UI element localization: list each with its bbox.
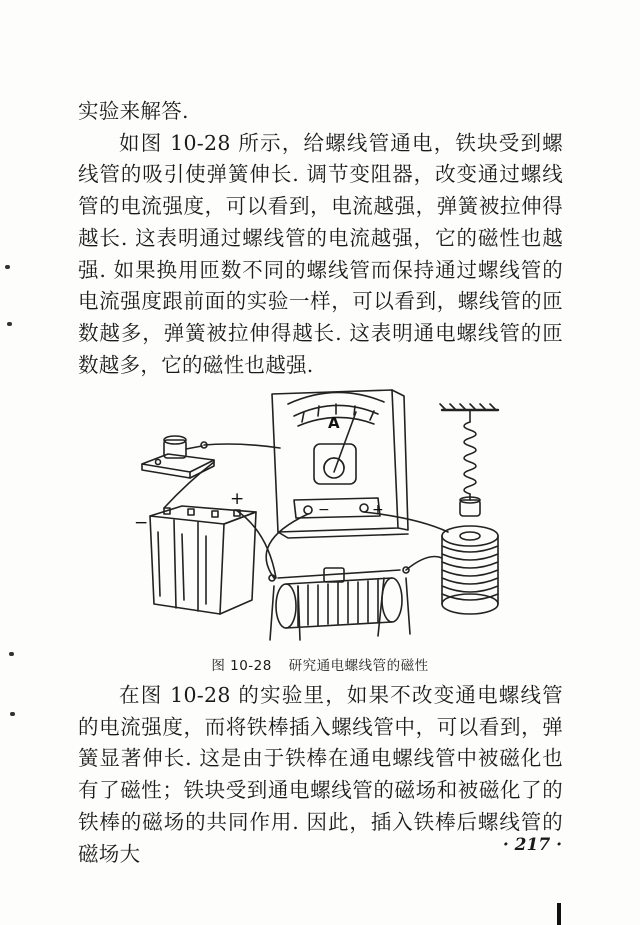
paragraph-continuation: 实验来解答. <box>78 99 189 123</box>
page-number: · 217 · <box>502 835 562 855</box>
figure-10-28 <box>128 382 526 644</box>
text-bottom <box>78 680 563 870</box>
ammeter-minus-label: − <box>318 502 330 518</box>
text-top <box>78 96 563 381</box>
knife-switch <box>142 436 214 478</box>
figure-number: 图 10-28 <box>211 658 272 674</box>
paragraph-solenoid-experiment: 如图 10-28 所示，给螺线管通电，铁块受到螺线管的吸引使弹簧伸长. 调节变阻器，改变通过螺线管的电流强度，可以看到，电流越强，弹簧被拉伸得越长. 这表明通过螺线管的电流越强，它的磁性也越强. 如果换用匝数不同的螺线管而保持通过螺线管的电流强度跟前面的实验一样，可以看到，螺线管的匝数越多，弹簧被拉伸得越长. 这表明通电螺线管的匝数越多，它的磁性也越强. <box>78 130 563 377</box>
ammeter-plus-label: + <box>372 502 384 518</box>
margin-mark <box>7 322 12 326</box>
margin-mark <box>10 712 15 716</box>
figure-title: 研究通电螺线管的磁性 <box>288 658 429 674</box>
rheostat <box>269 567 410 640</box>
battery <box>150 506 256 614</box>
edge-mark <box>557 903 561 925</box>
spring-with-iron-block <box>440 404 498 516</box>
battery-minus-label: − <box>134 513 149 533</box>
paragraph-iron-rod: 在图 10-28 的实验里，如果不改变通电螺线管的电流强度，而将铁棒插入螺线管中，可以看到，弹簧显著伸长. 这是由于铁棒在通电螺线管中被磁化也有了磁性；铁块受到通电螺线管的磁场和被磁化了的铁棒的磁场的共同作用. 因此，插入铁棒后螺线管的磁场大 <box>78 683 563 866</box>
battery-plus-label: + <box>230 489 245 509</box>
margin-mark <box>5 265 10 269</box>
solenoid <box>442 526 498 614</box>
figure-caption <box>0 654 640 674</box>
ammeter-label: A <box>328 414 340 432</box>
margin-mark <box>9 652 14 656</box>
